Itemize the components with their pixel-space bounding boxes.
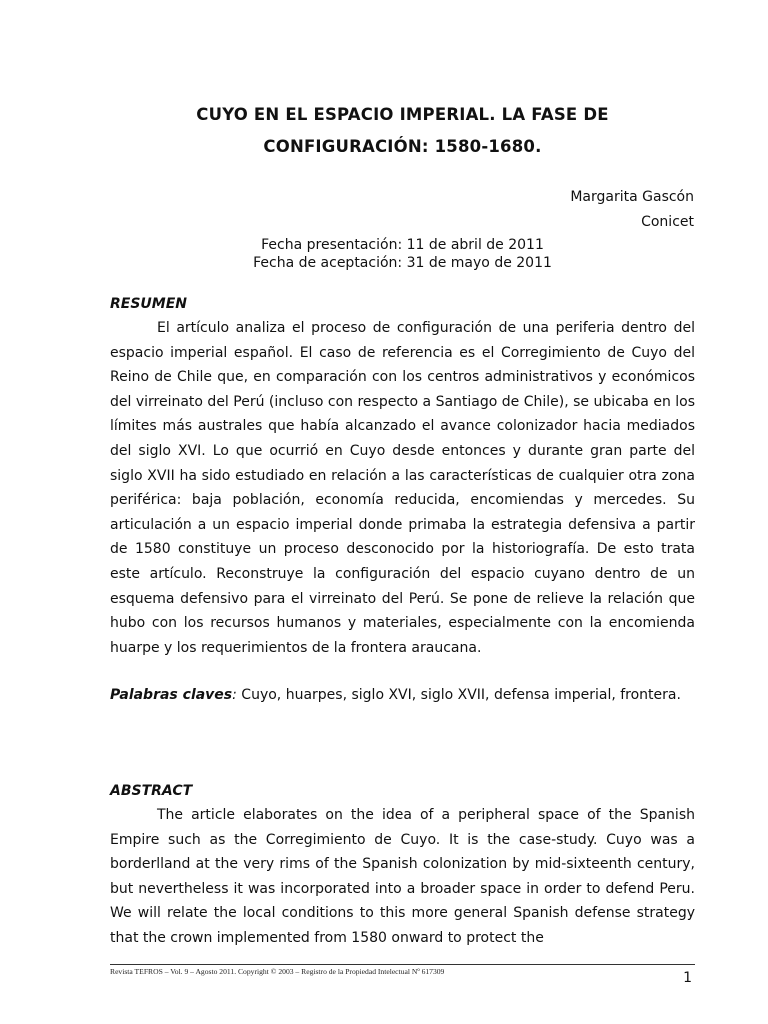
footer-citation: Revista TEFROS – Vol. 9 – Agosto 2011. Copyright © 2003 – Registro de la Propiedad Intelectual Nº 617309 [110, 967, 445, 976]
keywords-line [110, 683, 695, 708]
date-presentation: Fecha presentación: 11 de abril de 2011 [261, 237, 544, 253]
abstract-heading: ABSTRACT [110, 783, 193, 799]
abstract-paragraph: The article elaborates on the idea of a peripheral space of the Spanish Empire such as the Corregimiento de Cuyo. It is the case-study. Cuyo was a borderlland at the very rims of the Spanish colonization by mid-sixteenth century, but nevertheless it was incorporated into a broader space in order to defend Peru. We will relate the local conditions to this more general Spanish defense strategy that the crown implemented from 1580 onward to protect the [110, 807, 695, 946]
keywords-text: Cuyo, huarpes, siglo XVI, siglo XVII, defensa imperial, frontera. [236, 687, 681, 703]
title-line-1: CUYO EN EL ESPACIO IMPERIAL. LA FASE DE [196, 105, 609, 124]
submission-dates [110, 236, 695, 272]
author-affiliation: Conicet [641, 214, 694, 230]
keywords-colon: : [232, 687, 237, 703]
author-name: Margarita Gascón [570, 189, 694, 205]
title-line-2: CONFIGURACIÓN: 1580-1680. [263, 137, 542, 156]
resumen-paragraph: El artículo analiza el proceso de configuración de una periferia dentro del espacio imperial español. El caso de referencia es el Corregimiento de Cuyo del Reino de Chile que, en comparación con los centros administrativos y económicos del virreinato del Perú (incluso con respecto a Santiago de Chile), se ubicaba en los límites más australes que había alcanzado el avance colonizador hacia mediados del siglo XVI. Lo que ocurrió en Cuyo desde entonces y durante gran parte del siglo XVII ha sido estudiado en relación a las características de cualquier otra zona periférica: baja población, economía reducida, encomiendas y mercedes. Su articulación a un espacio imperial donde primaba la estrategia defensiva a partir de 1580 constituye un proceso desconocido por la historiografía. De esto trata este artículo. Reconstruye la configuración del espacio cuyano dentro de un esquema defensivo para el virreinato del Perú. Se pone de relieve la relación que hubo con los recursos humanos y materiales, especialmente con la encomienda huarpe y los requerimientos de la frontera araucana. [110, 320, 696, 656]
resumen-heading: RESUMEN [110, 296, 188, 312]
page-number: 1 [683, 970, 692, 986]
date-acceptance: Fecha de aceptación: 31 de mayo de 2011 [253, 255, 552, 271]
keywords-label: Palabras claves [110, 687, 233, 703]
footer-divider [110, 964, 695, 965]
article-title [110, 101, 695, 161]
